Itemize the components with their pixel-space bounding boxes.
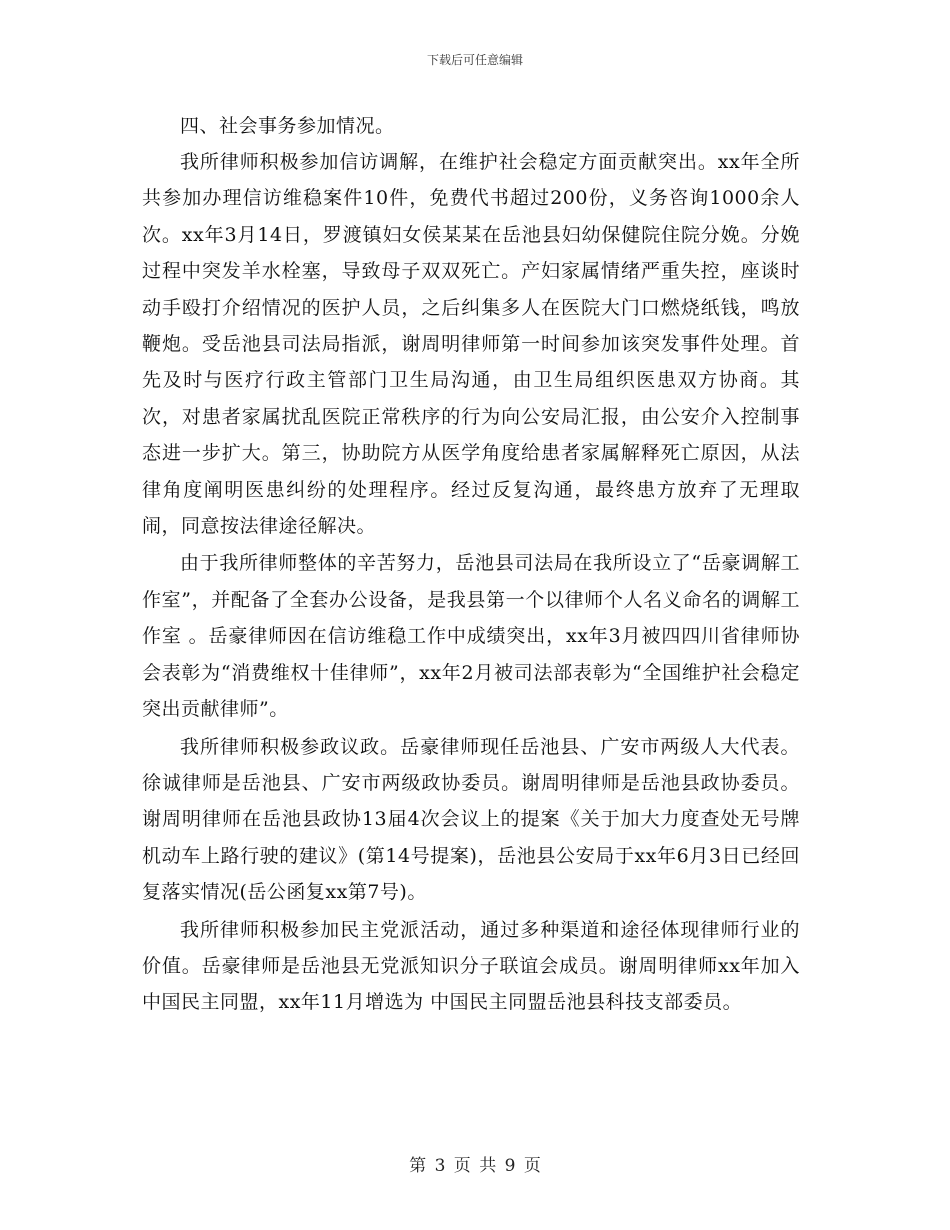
- page-header-note: 下载后可任意编辑: [426, 53, 523, 67]
- section-heading: 四、社会事务参加情况。: [180, 115, 395, 137]
- page-number-footer: 第 3 页 共 9 页: [409, 1156, 541, 1176]
- paragraph-political-participation: 我所律师积极参政议政。岳豪律师现任岳池县、广安市两级人大代表。徐诚律师是岳池县、广安市两级政协委员。谢周明律师是岳池县政协委员。谢周明律师在岳池县政协13届4次会议上的提案《关于加大力度查处无号牌机动车上路行驶的建议》(第14号提案)，岳池县公安局于xx年6月3日已经回复落实情况(岳公函复xx第7号)。: [142, 735, 800, 904]
- paragraph-democratic-parties: 我所律师积极参加民主党派活动，通过多种渠道和途径体现律师行业的价值。岳豪律师是岳池县无党派知识分子联谊会成员。谢周明律师xx年加入中国民主同盟，xx年11月增选为 中国民主同盟岳池县科技支部委员。: [142, 918, 800, 1014]
- paragraph-petition-mediation: 我所律师积极参加信访调解，在维护社会稳定方面贡献突出。xx年全所共参加办理信访维稳案件10件，免费代书超过200份，义务咨询1000余人次。xx年3月14日，罗渡镇妇女侯某某在岳池县妇幼保健院住院分娩。分娩过程中突发羊水栓塞，导致母子双双死亡。产妇家属情绪严重失控，座谈时动手殴打介绍情况的医护人员，之后纠集多人在医院大门口燃烧纸钱，鸣放鞭炮。受岳池县司法局指派，谢周明律师第一时间参加该突发事件处理。首先及时与医疗行政主管部门卫生局沟通，由卫生局组织医患双方协商。其次，对患者家属扰乱医院正常秩序的行为向公安局汇报，由公安介入控制事态进一步扩大。第三，协助院方从医学角度给患者家属解释死亡原因，从法律角度阐明医患纠纷的处理程序。经过反复沟通，最终患方放弃了无理取闹，同意按法律途径解决。: [142, 151, 800, 538]
- paragraph-mediation-studio: 由于我所律师整体的辛苦努力，岳池县司法局在我所设立了“岳豪调解工作室”，并配备了全套办公设备，是我县第一个以律师个人名义命名的调解工作室 。岳豪律师因在信访维稳工作中成绩突出，xx年3月被四四川省律师协会表彰为“消费维权十佳律师”，xx年2月被司法部表彰为“全国维护社会稳定突出贡献律师”。: [142, 552, 800, 721]
- document-body: [142, 108, 800, 1021]
